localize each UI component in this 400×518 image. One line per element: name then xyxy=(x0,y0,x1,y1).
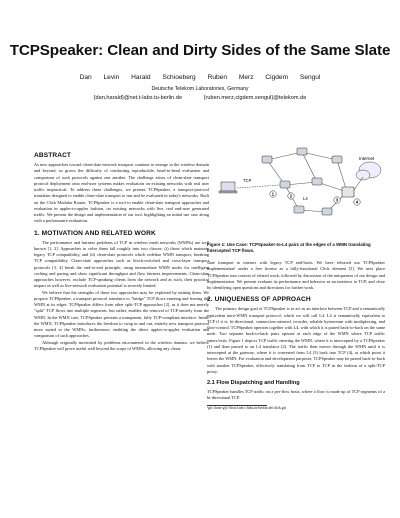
section-1-heading: 1. MOTIVATION AND RELATED WORK xyxy=(34,229,156,237)
section-2-heading: 2. UNIQUENESS OF APPROACH xyxy=(207,296,311,304)
figure-1 xyxy=(207,130,385,240)
author-list xyxy=(0,74,400,81)
marker-3: 3 xyxy=(335,197,339,203)
gateway-icon xyxy=(342,187,354,197)
internet-label: Internet xyxy=(359,156,375,161)
router-icon xyxy=(294,206,304,213)
network-diagram xyxy=(207,130,385,240)
email-list xyxy=(0,95,400,101)
router-icon xyxy=(297,148,307,155)
subsection-2-1-heading: 2.1 Flow Dispatching and Handling xyxy=(207,380,300,386)
email-address: {ruben.merz,cigdem.sengul}@telekom.de xyxy=(203,95,307,101)
paragraph: Although originally motivated by problems encountered in the wireless domain, we believe TCPSpeaker will prove useful well beyond the scope of WMNs, allowing any clean- xyxy=(34,339,209,351)
router-icon xyxy=(322,208,332,215)
author-name: Dan Levin xyxy=(79,74,120,81)
paragraph: The primary design goal of TCPSpeaker is to act as an interface between TCP and a semantically equivalent intra-WMN transport protocol, which we will call L4. L4 is semantically equivalent to TCP if it is: bi-directional, connection-oriented, in-order, reliable bytestream with multiplexing, and flow-control. TCPSpeaker operates together with L4, with which it is paired back-to-back on the same node. Two separate back-to-back pairs operate at each edge of the WMN where TCP traffic enters/exits. Figure 1 depicts TCP traffic entering the WMN, where it is intercepted by a TCPSpeaker (1) and then passed to an L4 translator (2). The traffic then moves through the WMN until it is intercepted at the gateway, where it is converted from L4 (3) back into TCP (4), at which point it leaves the WMN. For evaluation and development purposes, TCPSpeaker may be paired back-to-back with another TCPSpeaker, effectively translating from TCP to TCP in the fashion of a split-TCP proxy. xyxy=(207,306,385,374)
footnote: ¹git clone git://howl.net.t-labs.tu-berlin.de/click.git xyxy=(207,405,286,410)
paragraph: TCPSpeaker handles TCP traffic on a per-flow basis, where a flow is made up of TCP segments of a bi-directional TCP xyxy=(207,389,385,401)
email-address: {dan,harald}@net.t-labs.tu-berlin.de xyxy=(93,95,183,101)
l4-label: L4 xyxy=(303,196,308,201)
abstract-heading: ABSTRACT xyxy=(34,152,72,159)
paragraph: The performance and fairness problems of TCP in wireless mesh networks (WMNs) are well known [1, 2]. Approaches to solve them fall roughly into two classes: (i) those which maintain legacy TCP compatibility, and (ii) clean-slate protocols which redefine WMN transport, breaking TCP compatibility. Clean-slate approaches such as block-switched and cross-layer transport protocols [3, 4] break the end-to-end principle, using intermediate WMN nodes for intelligent caching and pacing and show significant throughput and flow fairness improvements. Clean-slate approaches however, exclude TCP-speaking clients from the network and as such, their practical impact as well as live-network evaluation potential is severely limited. xyxy=(34,239,209,289)
paper-title: TCPSpeaker: Clean and Dirty Sides of the Same Slate xyxy=(9,42,391,59)
marker-2: 2 xyxy=(289,193,293,199)
router-icon xyxy=(262,156,272,163)
router-icon xyxy=(312,178,322,185)
tcp-label: TCP xyxy=(243,178,252,183)
author-name: Ruben Merz xyxy=(207,74,254,81)
right-column xyxy=(207,130,385,411)
author-name: Cigdem Sengul xyxy=(265,74,321,81)
marker-1: 1 xyxy=(271,191,275,197)
paragraph: We believe that the strengths of these two approaches may be exploited by uniting them. We propose TCPSpeaker, a transport protocol translator to "bridge" TCP flows entering and leaving the WMN at its edges. TCPSpeaker differs from other split-TCP approaches [2], as it does not merely "split" TCP flows into multiple segments, but rather, enables the removal of TCP entirely from the WMN. In the WMN core, TCPSpeaker presents a transparent, fully TCP-compliant interface. Inside the WMN, TCPSpeaker introduces the freedom to swap in and out, entirely new transport protocol more suited to the WMNs, furthermore, enabling the direct apples-to-apples evaluation and comparison of such approaches. xyxy=(34,289,209,339)
author-name: Harald Schioeberg xyxy=(131,74,196,81)
router-icon xyxy=(332,156,342,163)
router-icon xyxy=(280,181,290,188)
paragraph: slate transport to interact with legacy TCP end-hosts. We have released our TCPSpeaker implementation¹ under a free license as a fully-functional Click element [5]. We next place TCPSpeaker into context of related work, followed by discussion of the uniqueness of our design and implementation. We present evaluate its performance and behavior as an interface to TCP, and close by identifying open questions and directions for further work. xyxy=(207,260,385,290)
left-column xyxy=(34,152,209,352)
affiliation: Deutsche Telekom Laboratories, Germany xyxy=(151,86,249,92)
figure-caption: Figure 1: Use Case: TCPSpeaker-to-L4 pairs at the edges of a WMN translating intercepted TCP flows. xyxy=(207,242,371,253)
abstract-text: As new approaches toward clean-slate network transport continue to emerge in the wireless domain and beyond, so grows the difficulty of conducting reproducible, head-to-head evaluation and comparison of such protocols against one another. The challenge arises of clean-slate transport protocol deployment onto end-user systems makes evaluation on existing networks with real user traffic impractical. To address these challenges, we present TCPSpeaker, a transport-protocol translator designed to enable clean-slate transport to run and be evaluated in today's networks. Built on the Click Modular Router, TCPSpeaker is a tool to enable clean-slate transport approaches and evaluation in apples-to-apples fashion, on existing networks with live, real end-user generated traffic. We present the design and implementation of our tool, highlighting an initial use case along with a performance evaluation. xyxy=(34,162,209,224)
laptop-icon xyxy=(219,182,237,193)
marker-4: 4 xyxy=(355,199,359,205)
internet-cloud-icon xyxy=(356,162,381,180)
